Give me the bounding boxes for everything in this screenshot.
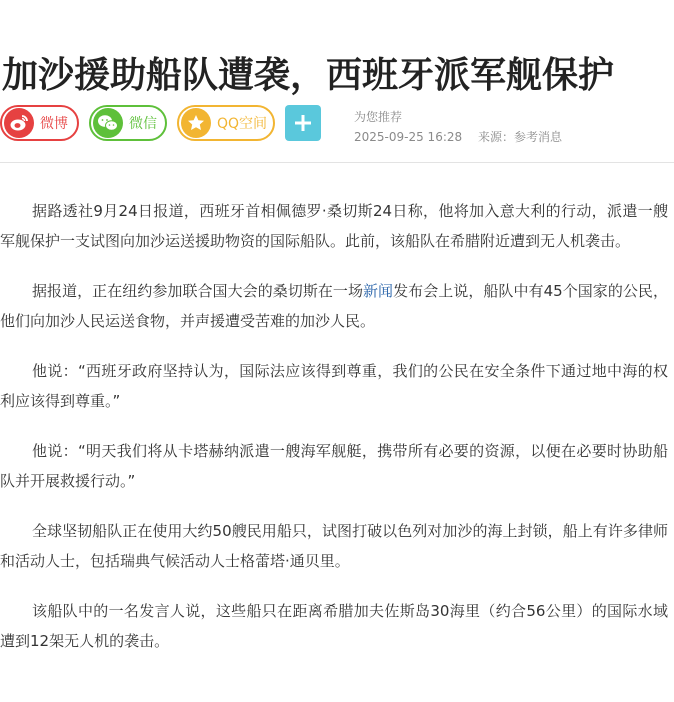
- recommend-label: 为您推荐: [354, 110, 403, 124]
- paragraph-text: 发布会上说，船队中有45个国家的公民，他们向加沙人民运送食物，并声援遭受苦难的加沙人民。: [0, 282, 668, 330]
- article-meta: [354, 107, 574, 147]
- share-more-button[interactable]: [285, 105, 321, 141]
- paragraph-text: 据报道，正在纽约参加联合国大会的桑切斯在一场: [32, 282, 364, 300]
- publish-datetime: 2025-09-25 16:28: [354, 130, 463, 144]
- share-wechat-button[interactable]: [89, 105, 167, 141]
- paragraph: 据路透社9月24日报道，西班牙首相佩德罗·桑切斯24日称，他将加入意大利的行动，派遣一艘军舰保护一支试图向加沙运送援助物资的国际船队。此前，该船队在希腊附近遭到无人机袭击。: [0, 202, 668, 250]
- weibo-icon: [4, 108, 34, 138]
- share-qzone-button[interactable]: [177, 105, 275, 141]
- article-title: 加沙援助船队遭袭，西班牙派军舰保护: [2, 55, 615, 97]
- paragraph: 他说：“西班牙政府坚持认为，国际法应该得到尊重，我们的公民在安全条件下通过地中海的权利应该得到尊重。”: [0, 362, 668, 410]
- article-source: 来源：参考消息: [477, 130, 562, 144]
- plus-icon: [293, 113, 313, 133]
- wechat-icon: [93, 108, 123, 138]
- share-qzone-label: QQ空间: [217, 116, 268, 132]
- share-wechat-label: 微信: [129, 116, 157, 132]
- news-link[interactable]: 新闻: [363, 282, 394, 300]
- paragraph: 他说：“明天我们将从卡塔赫纳派遣一艘海军舰艇，携带所有必要的资源，以便在必要时协助船队并开展救援行动。”: [0, 442, 668, 490]
- paragraph: [0, 276, 668, 336]
- paragraph: 全球坚韧船队正在使用大约50艘民用船只，试图打破以色列对加沙的海上封锁，船上有许多律师和活动人士，包括瑞典气候活动人士格蕾塔·通贝里。: [0, 522, 668, 570]
- share-weibo-label: 微博: [40, 116, 68, 132]
- article-body: [0, 196, 668, 676]
- star-icon: [181, 108, 211, 138]
- paragraph: 该船队中的一名发言人说，这些船只在距离希腊加夫佐斯岛30海里（约合56公里）的国际水域遭到12架无人机的袭击。: [0, 602, 668, 650]
- divider: [0, 162, 674, 163]
- share-weibo-button[interactable]: [0, 105, 79, 141]
